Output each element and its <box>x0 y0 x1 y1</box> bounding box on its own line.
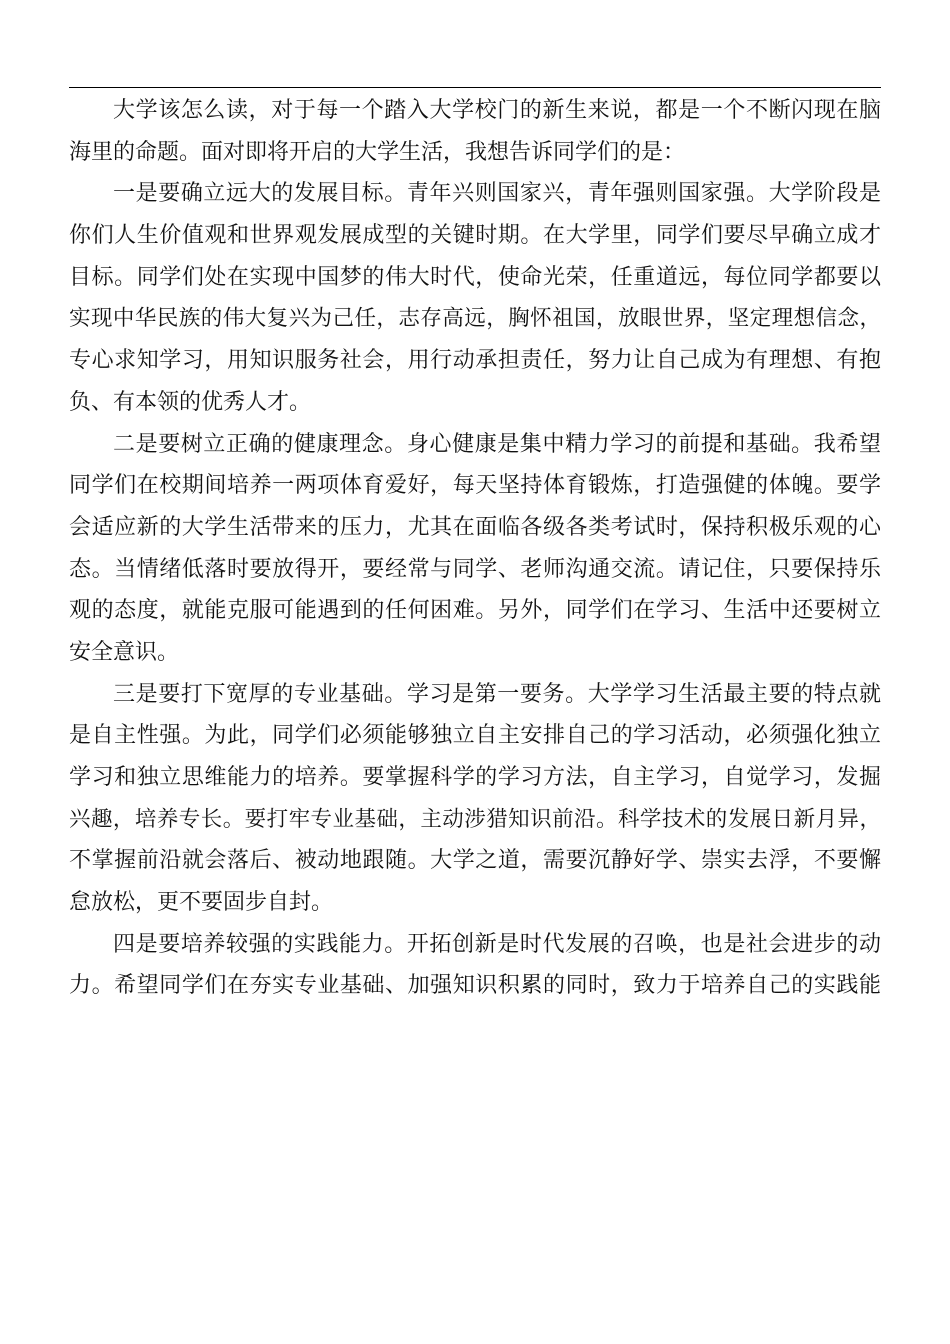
paragraph-3 <box>69 424 881 674</box>
paragraph-line: 不掌握前沿就会落后、被动地跟随。大学之道，需要沉静好学、崇实去浮，不要懈 <box>69 848 881 874</box>
paragraph-line: 怠放松，更不要固步自封。 <box>69 890 334 916</box>
paragraph-line: 负、有本领的优秀人才。 <box>69 389 312 415</box>
paragraph-2 <box>69 173 881 423</box>
paragraph-line: 同学们在校期间培养一两项体育爱好，每天坚持体育锻炼，打造强健的体魄。要学 <box>69 473 881 499</box>
paragraph-line: 会适应新的大学生活带来的压力，尤其在面临各级各类考试时，保持积极乐观的心 <box>69 514 881 540</box>
paragraph-line: 力。希望同学们在夯实专业基础、加强知识积累的同时，致力于培养自己的实践能 <box>69 973 881 999</box>
paragraph-line: 目标。同学们处在实现中国梦的伟大时代，使命光荣，任重道远，每位同学都要以 <box>69 264 881 290</box>
paragraph-line: 是自主性强。为此，同学们必须能够独立自主安排自己的学习活动，必须强化独立 <box>69 723 881 749</box>
paragraph-line: 安全意识。 <box>69 639 180 665</box>
header-rule <box>69 87 881 88</box>
paragraph-5 <box>69 924 881 1007</box>
paragraph-line: 大学该怎么读，对于每一个踏入大学校门的新生来说，都是一个不断闪现在脑 <box>113 98 881 123</box>
paragraph-line: 三是要打下宽厚的专业基础。学习是第一要务。大学学习生活最主要的特点就 <box>113 681 881 707</box>
paragraph-line: 态。当情绪低落时要放得开，要经常与同学、老师沟通交流。请记住，只要保持乐 <box>69 556 881 582</box>
paragraph-line: 实现中华民族的伟大复兴为己任，志存高远，胸怀祖国，放眼世界，坚定理想信念， <box>69 306 881 332</box>
paragraph-line: 专心求知学习，用知识服务社会，用行动承担责任，努力让自己成为有理想、有抱 <box>69 348 881 374</box>
paragraph-line: 观的态度，就能克服可能遇到的任何困难。另外，同学们在学习、生活中还要树立 <box>69 598 881 624</box>
paragraph-line: 一是要确立远大的发展目标。青年兴则国家兴，青年强则国家强。大学阶段是 <box>113 181 881 207</box>
paragraph-line: 四是要培养较强的实践能力。开拓创新是时代发展的召唤，也是社会进步的动 <box>113 931 881 957</box>
paragraph-line: 学习和独立思维能力的培养。要掌握科学的学习方法，自主学习，自觉学习，发掘 <box>69 765 881 790</box>
paragraph-line: 海里的命题。面对即将开启的大学生活，我想告诉同学们的是： <box>69 139 686 165</box>
paragraph-line: 二是要树立正确的健康理念。身心健康是集中精力学习的前提和基础。我希望 <box>113 431 881 457</box>
paragraph-line: 你们人生价值观和世界观发展成型的关键时期。在大学里，同学们要尽早确立成才 <box>69 223 881 249</box>
paragraph-1 <box>69 90 881 173</box>
paragraph-4 <box>69 674 881 924</box>
document-body <box>69 90 881 1007</box>
paragraph-line: 兴趣，培养专长。要打牢专业基础，主动涉猎知识前沿。科学技术的发展日新月异， <box>69 806 881 832</box>
